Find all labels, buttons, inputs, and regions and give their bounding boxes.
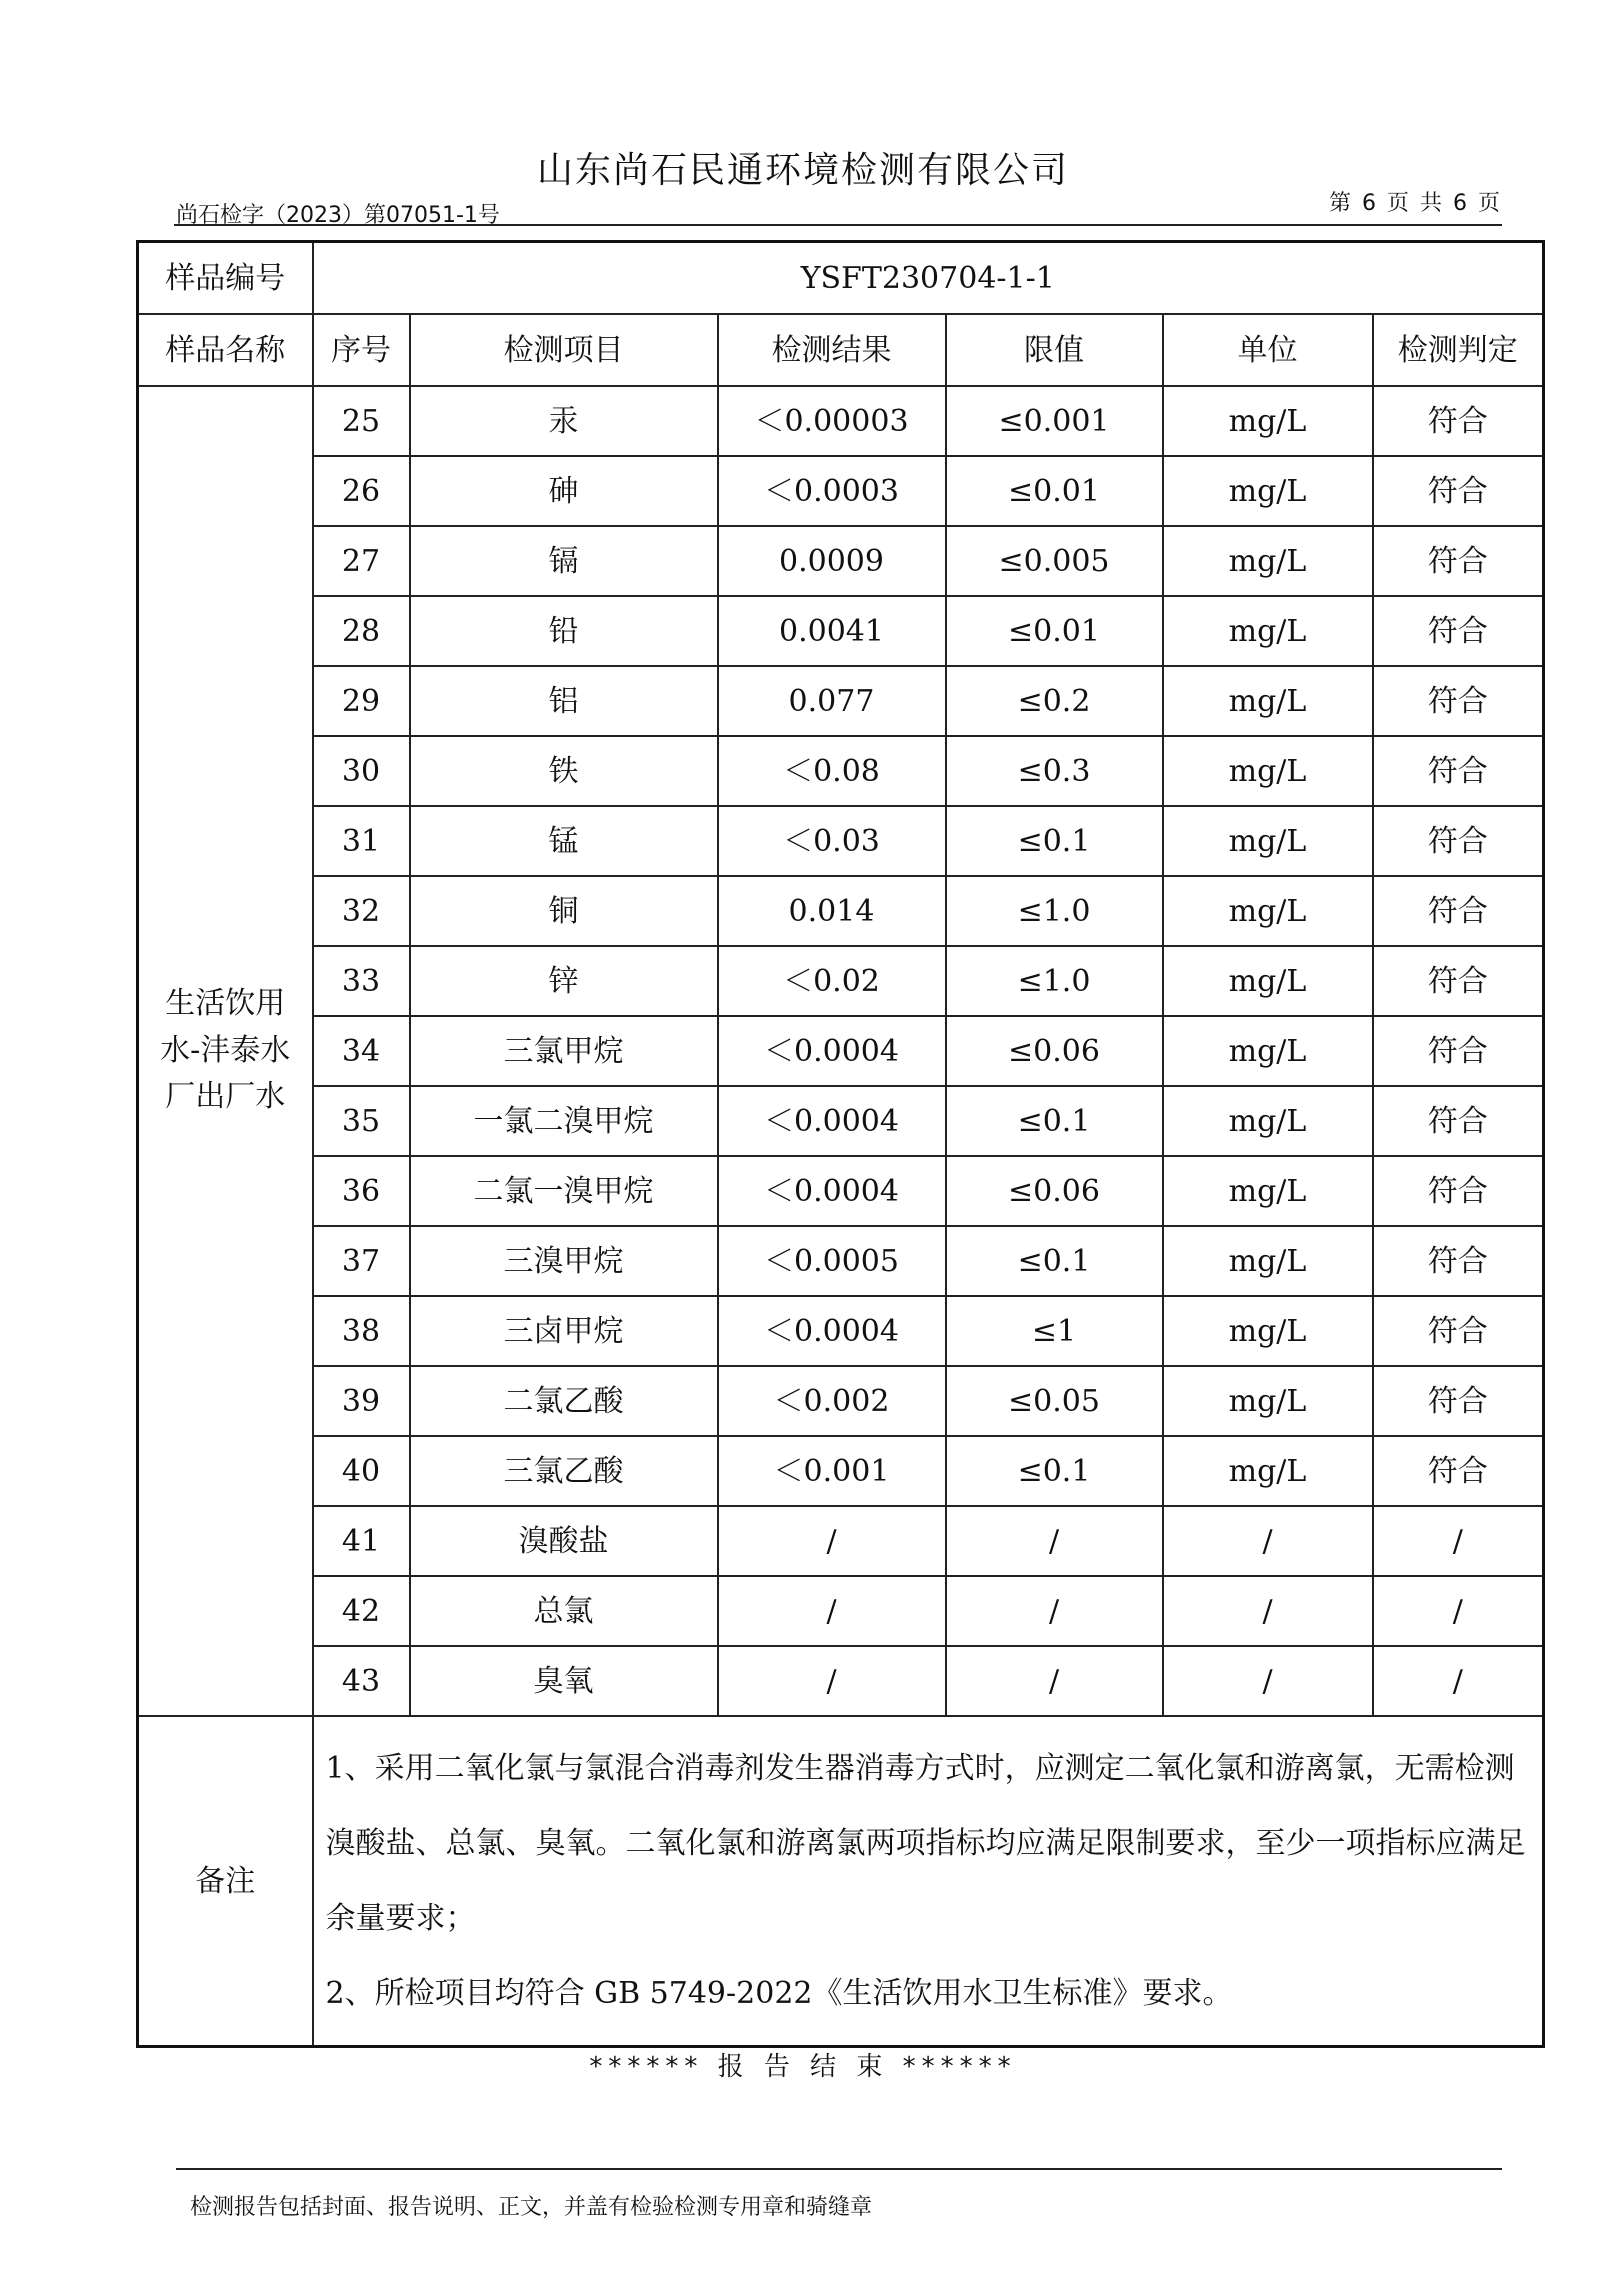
test-item: 三氯甲烷: [410, 1016, 718, 1086]
row-number: 29: [313, 666, 410, 736]
limit-value: ≤0.06: [946, 1016, 1163, 1086]
unit: mg/L: [1163, 806, 1373, 876]
row-number: 25: [313, 386, 410, 456]
row-number: 37: [313, 1226, 410, 1296]
column-header-item: 检测项目: [410, 314, 718, 386]
row-number: 33: [313, 946, 410, 1016]
limit-value: /: [946, 1576, 1163, 1646]
unit: mg/L: [1163, 386, 1373, 456]
test-result: ＜0.002: [718, 1366, 946, 1436]
test-item: 砷: [410, 456, 718, 526]
row-number: 26: [313, 456, 410, 526]
row-number: 27: [313, 526, 410, 596]
test-result: ＜0.0004: [718, 1086, 946, 1156]
limit-value: ≤0.01: [946, 596, 1163, 666]
test-result: /: [718, 1576, 946, 1646]
test-results-table: [136, 240, 1545, 2048]
test-item: 铜: [410, 876, 718, 946]
limit-value: ≤1.0: [946, 876, 1163, 946]
note-1: 1、采用二氧化氯与氯混合消毒剂发生器消毒方式时，应测定二氧化氯和游离氯，无需检测溴酸盐、总氯、臭氧。二氧化氯和游离氯两项指标均应满足限制要求，至少一项指标应满足余量要求；: [325, 1751, 1526, 1936]
row-number: 38: [313, 1296, 410, 1366]
table-row: [138, 946, 1544, 1016]
footer-divider: [176, 2168, 1502, 2170]
limit-value: ≤0.005: [946, 526, 1163, 596]
report-number: 尚石检字（2023）第07051-1号: [176, 203, 500, 228]
verdict: 符合: [1373, 946, 1544, 1016]
unit: mg/L: [1163, 666, 1373, 736]
verdict: 符合: [1373, 526, 1544, 596]
unit: mg/L: [1163, 526, 1373, 596]
notes-row: [138, 1716, 1544, 2047]
note-2: 2、所检项目均符合 GB 5749-2022《生活饮用水卫生标准》要求。: [325, 1976, 1233, 2011]
header-divider: [174, 224, 1502, 226]
table-row: [138, 666, 1544, 736]
verdict: 符合: [1373, 1436, 1544, 1506]
test-result: 0.0041: [718, 596, 946, 666]
row-number: 40: [313, 1436, 410, 1506]
unit: mg/L: [1163, 946, 1373, 1016]
verdict: 符合: [1373, 1296, 1544, 1366]
table-row: [138, 386, 1544, 456]
table-row: [138, 1576, 1544, 1646]
test-item: 三溴甲烷: [410, 1226, 718, 1296]
limit-value: ≤0.1: [946, 1086, 1163, 1156]
row-number: 36: [313, 1156, 410, 1226]
sample-name: 生活饮用水-沣泰水厂出厂水: [138, 386, 313, 1716]
limit-value: ≤0.05: [946, 1366, 1163, 1436]
row-number: 42: [313, 1576, 410, 1646]
verdict: /: [1373, 1576, 1544, 1646]
verdict: 符合: [1373, 736, 1544, 806]
test-result: ＜0.0003: [718, 456, 946, 526]
verdict: 符合: [1373, 1366, 1544, 1436]
row-number: 35: [313, 1086, 410, 1156]
test-result: /: [718, 1506, 946, 1576]
table-row: [138, 1226, 1544, 1296]
sample-number-label: 样品编号: [138, 242, 313, 315]
test-result: 0.077: [718, 666, 946, 736]
table-row: [138, 876, 1544, 946]
column-header-no: 序号: [313, 314, 410, 386]
table-row: [138, 596, 1544, 666]
verdict: 符合: [1373, 1156, 1544, 1226]
test-result: ＜0.0004: [718, 1296, 946, 1366]
test-result: 0.0009: [718, 526, 946, 596]
limit-value: ≤0.01: [946, 456, 1163, 526]
sample-number-value: YSFT230704-1-1: [313, 242, 1544, 315]
verdict: 符合: [1373, 876, 1544, 946]
row-number: 39: [313, 1366, 410, 1436]
verdict: 符合: [1373, 806, 1544, 876]
limit-value: ≤0.06: [946, 1156, 1163, 1226]
unit: /: [1163, 1576, 1373, 1646]
test-result: ＜0.03: [718, 806, 946, 876]
unit: mg/L: [1163, 736, 1373, 806]
row-number: 41: [313, 1506, 410, 1576]
table-row: [138, 1296, 1544, 1366]
footer-note: 检测报告包括封面、报告说明、正文，并盖有检验检测专用章和骑缝章: [190, 2195, 873, 2220]
test-item: 锌: [410, 946, 718, 1016]
table-row: [138, 1436, 1544, 1506]
row-number: 28: [313, 596, 410, 666]
table-row: [138, 1156, 1544, 1226]
test-result: ＜0.0005: [718, 1226, 946, 1296]
limit-value: ≤0.3: [946, 736, 1163, 806]
notes-content: [313, 1716, 1544, 2047]
test-item: 铅: [410, 596, 718, 666]
verdict: 符合: [1373, 1016, 1544, 1086]
table-row: [138, 736, 1544, 806]
limit-value: ≤0.1: [946, 806, 1163, 876]
test-result: ＜0.0004: [718, 1016, 946, 1086]
test-item: 总氯: [410, 1576, 718, 1646]
column-header-unit: 单位: [1163, 314, 1373, 386]
test-item: 二氯乙酸: [410, 1366, 718, 1436]
unit: mg/L: [1163, 596, 1373, 666]
unit: mg/L: [1163, 1296, 1373, 1366]
verdict: 符合: [1373, 666, 1544, 736]
verdict: 符合: [1373, 456, 1544, 526]
unit: mg/L: [1163, 876, 1373, 946]
row-number: 34: [313, 1016, 410, 1086]
table-row: [138, 1646, 1544, 1716]
column-header-verdict: 检测判定: [1373, 314, 1544, 386]
sample-number-row: [138, 242, 1544, 315]
table-row: [138, 1086, 1544, 1156]
test-item: 三氯乙酸: [410, 1436, 718, 1506]
row-number: 31: [313, 806, 410, 876]
unit: mg/L: [1163, 1086, 1373, 1156]
unit: mg/L: [1163, 1226, 1373, 1296]
page-indicator: 第 6 页 共 6 页: [1329, 191, 1502, 216]
column-header-result: 检测结果: [718, 314, 946, 386]
test-result: ＜0.001: [718, 1436, 946, 1506]
test-item: 铝: [410, 666, 718, 736]
unit: mg/L: [1163, 1016, 1373, 1086]
test-item: 溴酸盐: [410, 1506, 718, 1576]
test-item: 锰: [410, 806, 718, 876]
test-result: /: [718, 1646, 946, 1716]
table-row: [138, 526, 1544, 596]
verdict: 符合: [1373, 1086, 1544, 1156]
table-row: [138, 1016, 1544, 1086]
test-result: 0.014: [718, 876, 946, 946]
limit-value: ≤0.1: [946, 1436, 1163, 1506]
unit: /: [1163, 1646, 1373, 1716]
table-row: [138, 456, 1544, 526]
verdict: 符合: [1373, 386, 1544, 456]
table-row: [138, 1366, 1544, 1436]
company-name: 山东尚石民通环境检测有限公司: [536, 150, 1069, 191]
verdict: 符合: [1373, 596, 1544, 666]
verdict: 符合: [1373, 1226, 1544, 1296]
test-item: 一氯二溴甲烷: [410, 1086, 718, 1156]
table-row: [138, 1506, 1544, 1576]
unit: mg/L: [1163, 1366, 1373, 1436]
test-result: ＜0.08: [718, 736, 946, 806]
test-result: ＜0.00003: [718, 386, 946, 456]
test-result: ＜0.02: [718, 946, 946, 1016]
column-header-limit: 限值: [946, 314, 1163, 386]
limit-value: ≤0.1: [946, 1226, 1163, 1296]
limit-value: /: [946, 1646, 1163, 1716]
limit-value: /: [946, 1506, 1163, 1576]
test-item: 铁: [410, 736, 718, 806]
notes-label: 备注: [138, 1716, 313, 2047]
test-item: 臭氧: [410, 1646, 718, 1716]
verdict: /: [1373, 1646, 1544, 1716]
row-number: 43: [313, 1646, 410, 1716]
limit-value: ≤1.0: [946, 946, 1163, 1016]
test-item: 汞: [410, 386, 718, 456]
test-item: 三卤甲烷: [410, 1296, 718, 1366]
table-row: [138, 806, 1544, 876]
test-item: 镉: [410, 526, 718, 596]
limit-value: ≤0.2: [946, 666, 1163, 736]
column-header-row: [138, 314, 1544, 386]
verdict: /: [1373, 1506, 1544, 1576]
unit: /: [1163, 1506, 1373, 1576]
limit-value: ≤0.001: [946, 386, 1163, 456]
test-result: ＜0.0004: [718, 1156, 946, 1226]
unit: mg/L: [1163, 456, 1373, 526]
unit: mg/L: [1163, 1436, 1373, 1506]
unit: mg/L: [1163, 1156, 1373, 1226]
column-header-sample-name: 样品名称: [138, 314, 313, 386]
report-end-mark: ****** 报 告 结 束 ******: [589, 2052, 1017, 2082]
row-number: 30: [313, 736, 410, 806]
test-item: 二氯一溴甲烷: [410, 1156, 718, 1226]
row-number: 32: [313, 876, 410, 946]
limit-value: ≤1: [946, 1296, 1163, 1366]
